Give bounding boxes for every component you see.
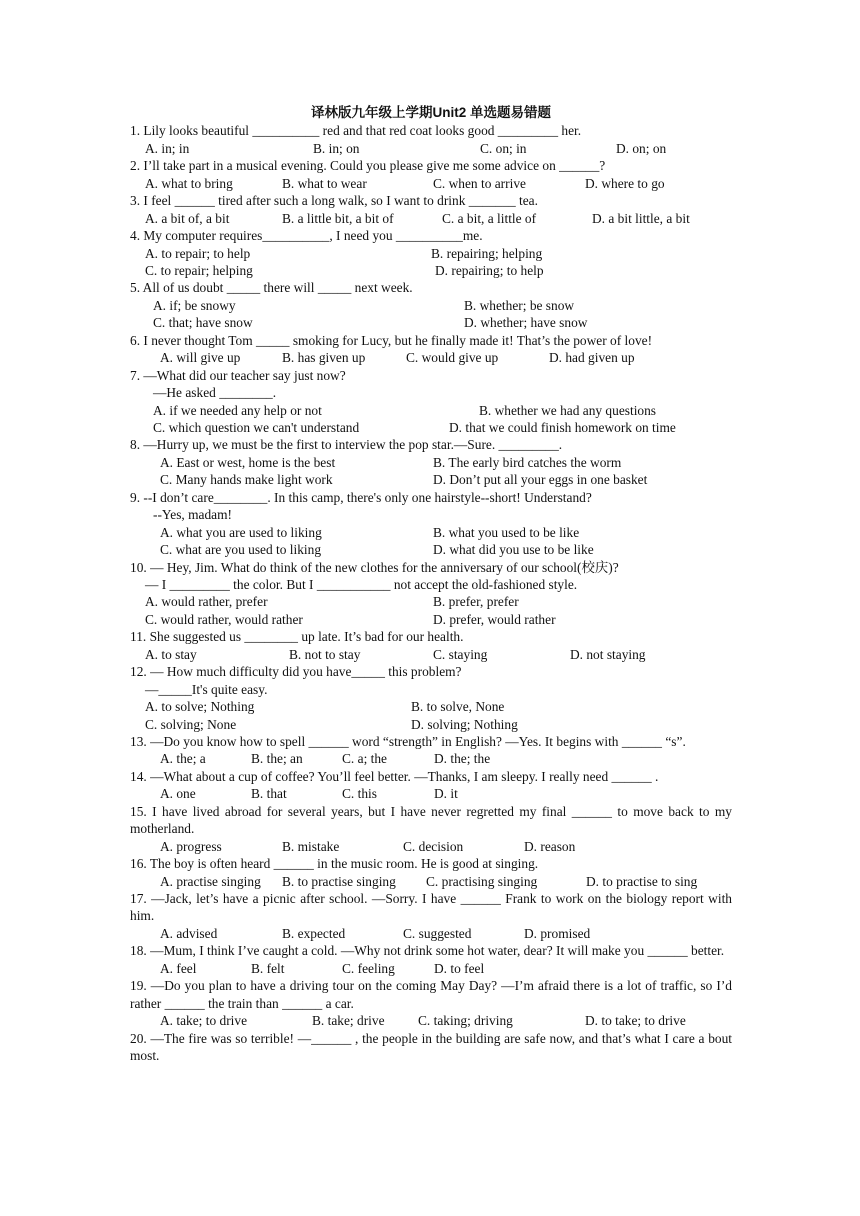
option-b: B. felt	[251, 960, 285, 976]
option-c: C. would rather, would rather	[145, 611, 303, 627]
option-a: A. if; be snowy	[153, 297, 236, 313]
option-d: D. what did you use to be like	[433, 542, 594, 558]
option-b: B. has given up	[282, 350, 366, 366]
option-d: D. not staying	[570, 646, 646, 662]
question-4-options	[130, 245, 732, 262]
question-12-reply: —_____It's quite easy.	[145, 681, 268, 697]
option-b: B. what to wear	[282, 175, 367, 191]
option-b: B. whether we had any questions	[479, 402, 657, 418]
question-6-stem: 6. I never thought Tom _____ smoking for Lucy, but he finally made it! That’s the power of love!	[130, 332, 653, 348]
option-c: C. Many hands make light work	[160, 472, 333, 488]
option-a: A. one	[160, 786, 196, 802]
option-b: B. in; on	[313, 140, 360, 156]
question-2-options	[130, 175, 732, 192]
question-14-stem: 14. —What about a cup of coffee? You’ll feel better. —Thanks, I am sleepy. I really need ______ .	[130, 768, 659, 784]
option-b: B. that	[251, 786, 287, 802]
option-a: A. a bit of, a bit	[145, 210, 230, 226]
option-d: D. to practise to sing	[586, 873, 698, 889]
question-6-options	[130, 349, 732, 366]
question-7-options	[130, 402, 732, 419]
option-b: B. whether; be snow	[464, 297, 575, 313]
option-a: A. progress	[160, 838, 222, 854]
option-d: D. where to go	[585, 175, 665, 191]
question-13-options	[130, 750, 732, 767]
question-19-options	[130, 1012, 732, 1029]
option-d: D. promised	[524, 925, 591, 941]
option-b: B. a little bit, a bit of	[282, 210, 394, 226]
option-a: A. to stay	[145, 646, 197, 662]
option-d: D. had given up	[549, 350, 635, 366]
question-5-stem: 5. All of us doubt _____ there will _____ next week.	[130, 280, 413, 296]
option-b: B. to practise singing	[282, 873, 396, 889]
question-16-stem: 16. The boy is often heard ______ in the music room. He is good at singing.	[130, 856, 539, 872]
option-a: A. the; a	[160, 751, 206, 767]
option-b: B. to solve, None	[411, 699, 505, 715]
option-c: C. decision	[403, 838, 464, 854]
question-17-stem: 17. —Jack, let’s have a picnic after school. —Sorry. I have ______ Frank to work on the biology report with him.	[130, 891, 732, 924]
option-c: C. what are you used to liking	[160, 542, 322, 558]
option-a: A. East or west, home is the best	[160, 454, 336, 470]
option-b: B. The early bird catches the worm	[433, 454, 622, 470]
question-10-options	[130, 593, 732, 610]
option-d: D. to feel	[434, 960, 485, 976]
option-a: A. take; to drive	[160, 1013, 248, 1029]
question-10-stem: 10. — Hey, Jim. What do think of the new clothes for the anniversary of our school(校庆)?	[130, 559, 619, 575]
option-d: D. prefer, would rather	[433, 611, 556, 627]
option-c: C. suggested	[403, 925, 472, 941]
option-c: C. this	[342, 786, 377, 802]
option-a: A. what you are used to liking	[160, 524, 322, 540]
question-18-stem: 18. —Mum, I think I’ve caught a cold. —Why not drink some hot water, dear? It will make you ______ better.	[130, 943, 725, 959]
option-c: C. solving; None	[145, 716, 237, 732]
option-a: A. advised	[160, 925, 218, 941]
option-c: C. would give up	[406, 350, 499, 366]
question-9-options	[130, 524, 732, 541]
question-19-stem: 19. —Do you plan to have a driving tour on the coming May Day? —I’m afraid there is a lot of traffic, so I’d rather ______ the train than ______ a car.	[130, 978, 732, 1011]
option-c: C. that; have snow	[153, 315, 253, 331]
option-d: D. Don’t put all your eggs in one basket	[433, 472, 648, 488]
option-d: D. it	[434, 786, 458, 802]
question-4-stem: 4. My computer requires__________, I need you __________me.	[130, 228, 483, 244]
option-a: A. will give up	[160, 350, 241, 366]
worksheet-title: 译林版九年级上学期Unit2 单选题易错题	[310, 105, 551, 120]
question-9-reply: --Yes, madam!	[153, 507, 232, 523]
option-d: D. the; the	[434, 751, 491, 767]
question-1-options	[130, 140, 732, 157]
question-8-stem: 8. —Hurry up, we must be the first to interview the pop star.—Sure. _________.	[130, 437, 563, 453]
worksheet	[130, 104, 732, 1065]
question-18-options	[130, 960, 732, 977]
question-8-options	[130, 454, 732, 471]
option-b: B. what you used to be like	[433, 524, 580, 540]
option-c: C. a bit, a little of	[442, 210, 537, 226]
question-1-stem: 1. Lily looks beautiful __________ red and that red coat looks good _________ her.	[130, 123, 582, 139]
option-a: A. to repair; to help	[145, 245, 251, 261]
question-5-options	[130, 297, 732, 314]
option-c: C. taking; driving	[418, 1013, 513, 1029]
option-c: C. when to arrive	[433, 175, 526, 191]
option-b: B. not to stay	[289, 646, 361, 662]
option-a: A. to solve; Nothing	[145, 699, 255, 715]
question-2-stem: 2. I’ll take part in a musical evening. Could you please give me some advice on ______?	[130, 158, 606, 174]
option-b: B. take; drive	[312, 1013, 385, 1029]
option-c: C. to repair; helping	[145, 263, 253, 279]
question-3-options	[130, 210, 732, 227]
question-12-stem: 12. — How much difficulty did you have_____ this problem?	[130, 664, 462, 680]
option-a: A. in; in	[145, 140, 190, 156]
option-a: A. what to bring	[145, 175, 233, 191]
question-7-stem: 7. ―What did our teacher say just now?	[130, 367, 346, 383]
question-15-stem: 15. I have lived abroad for several years, but I have never regretted my final ______ to move back to my motherland.	[130, 803, 732, 837]
question-9-stem: 9. --I don’t care________. In this camp, there's only one hairstyle--short! Understand?	[130, 489, 592, 505]
option-d: D. to take; to drive	[585, 1013, 686, 1029]
question-7-reply: ―He asked ________.	[153, 385, 277, 401]
option-c: C. a; the	[342, 751, 387, 767]
option-b: B. repairing; helping	[431, 245, 543, 261]
option-a: A. practise singing	[160, 873, 261, 889]
option-c: C. on; in	[480, 140, 527, 156]
option-d: D. reason	[524, 838, 576, 854]
option-d: D. that we could finish homework on time	[449, 420, 676, 436]
option-c: C. staying	[433, 646, 488, 662]
option-a: A. would rather, prefer	[145, 594, 268, 610]
option-c: C. feeling	[342, 960, 395, 976]
question-16-options	[130, 873, 732, 890]
option-d: D. whether; have snow	[464, 315, 588, 331]
question-11-stem: 11. She suggested us ________ up late. It’s bad for our health.	[130, 629, 464, 645]
option-a: A. feel	[160, 960, 197, 976]
option-b: B. mistake	[282, 838, 340, 854]
question-11-options	[130, 646, 732, 663]
question-14-options	[130, 785, 732, 802]
option-d: D. repairing; to help	[435, 263, 544, 279]
option-a: A. if we needed any help or not	[153, 402, 322, 418]
option-d: D. on; on	[616, 140, 667, 156]
question-20-stem: 20. —The fire was so terrible! —______ , the people in the building are safe now, and that’s what I care a bout most.	[130, 1030, 732, 1064]
question-10-reply: — I _________ the color. But I ___________ not accept the old-fashioned style.	[145, 577, 578, 593]
question-17-options	[130, 925, 732, 942]
option-d: D. a bit little, a bit	[592, 210, 690, 226]
option-b: B. expected	[282, 925, 346, 941]
question-3-stem: 3. I feel ______ tired after such a long walk, so I want to drink _______ tea.	[130, 193, 538, 209]
question-12-options	[130, 698, 732, 715]
option-d: D. solving; Nothing	[411, 716, 518, 732]
question-15-options	[130, 838, 732, 855]
option-b: B. the; an	[251, 751, 303, 767]
option-c: C. which question we can't understand	[153, 420, 360, 436]
option-c: C. practising singing	[426, 873, 538, 889]
question-13-stem: 13. —Do you know how to spell ______ word “strength” in English? —Yes. It begins with ______ “s”.	[130, 734, 686, 750]
option-b: B. prefer, prefer	[433, 594, 519, 610]
